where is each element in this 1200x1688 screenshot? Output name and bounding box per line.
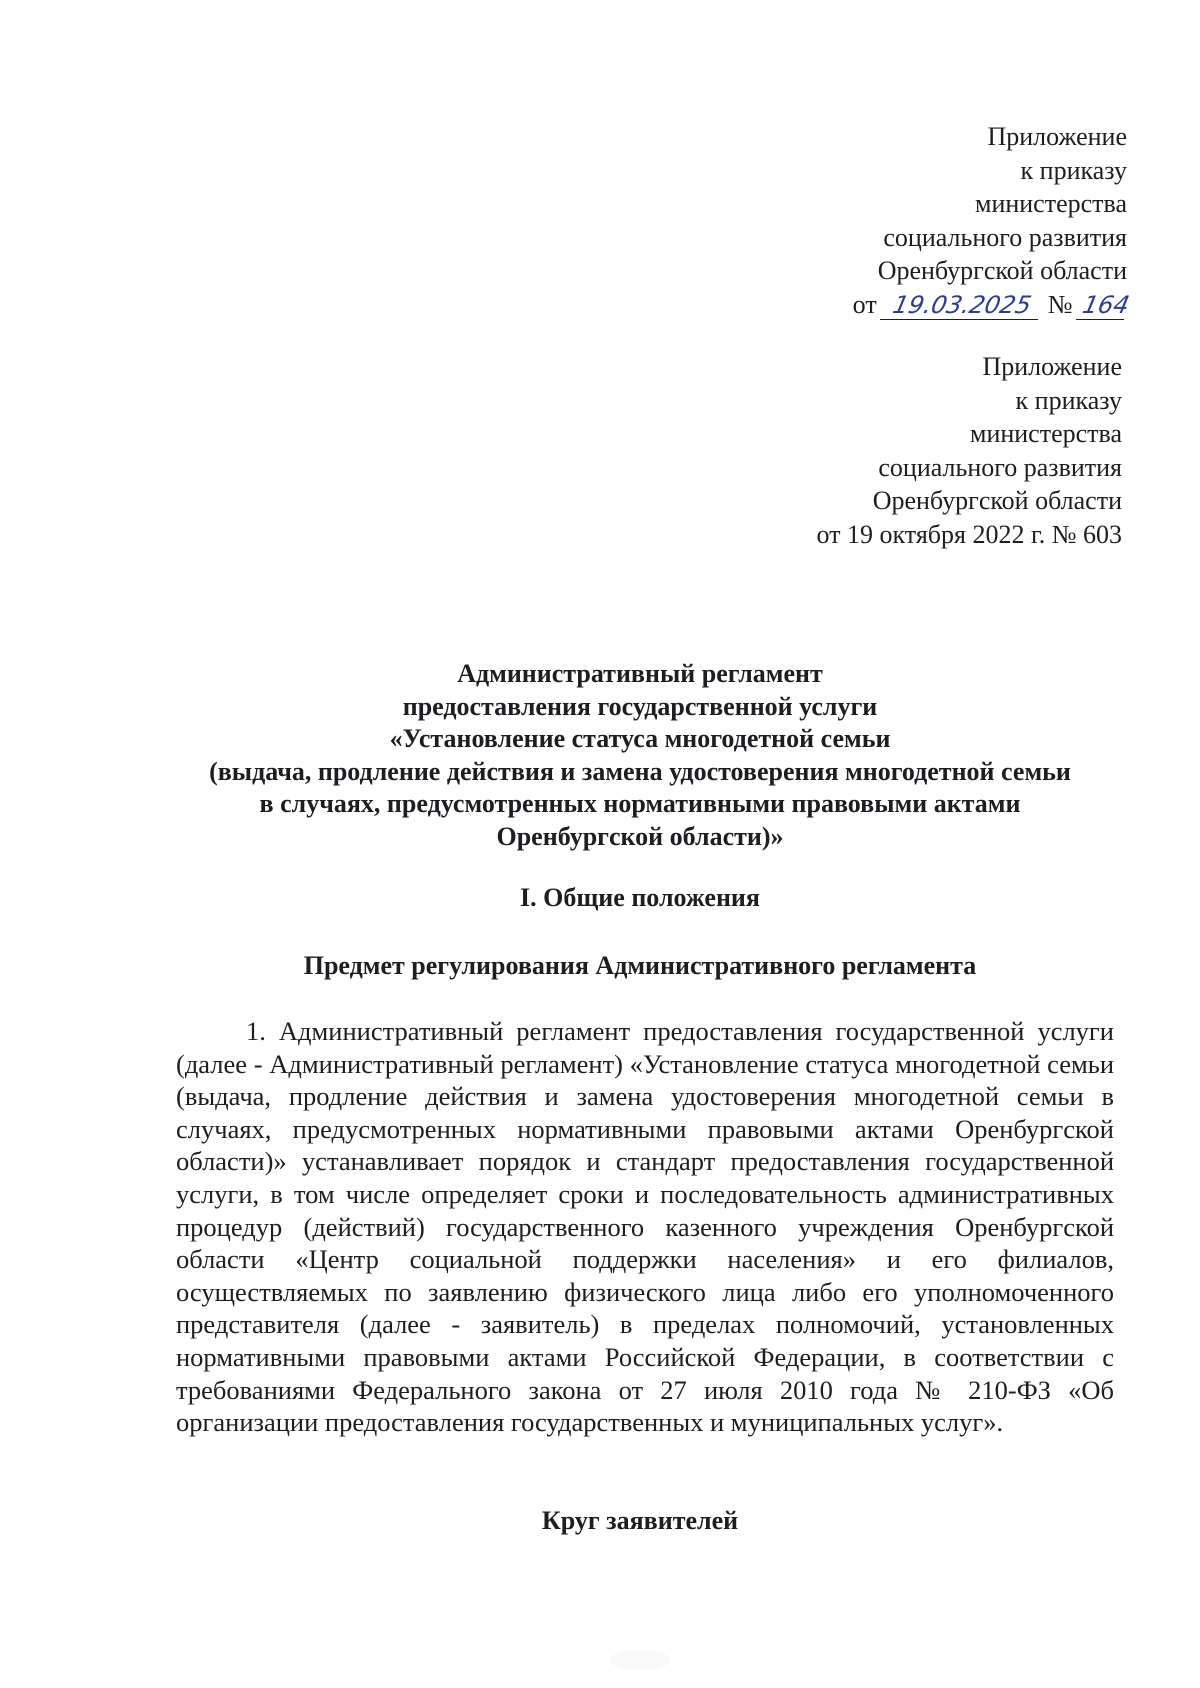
approval-block-previous [816, 350, 1122, 551]
approval-line: Приложение [987, 122, 1127, 151]
title-line: (выдача, продление действия и замена удостоверения многодетной семьи [209, 756, 1071, 786]
approval-line: от 19 октября 2022 г. № 603 [816, 519, 1122, 549]
approval-line: социального развития [883, 222, 1127, 252]
title-line: Оренбургской области)» [496, 821, 784, 851]
approval-line: социального развития [878, 452, 1122, 482]
paragraph-1: 1. Административный регламент предоставления государственной услуги (далее - Административный регламент) «Установление статуса многодетной семьи (выдача, продление действия и замена удостоверения многодетной семьи в случаях, предусмотренных нормативными правовыми актами Оренбургской области)» устанавливает порядок и стандарт предоставления государственной услуги, в том числе определяет сроки и последовательность административных процедур (действий) государственного казенного учреждения Оренбургской области «Центр социальной поддержки населения» и его филиалов, осуществляемых по заявлению физического лица либо его уполномоченного представителя (далее - заявитель) в пределах полномочий, установленных нормативными правовыми актами Российской Федерации, в соответствии с требованиями Федерального закона от 27 июля 2010 года № 210-ФЗ «Об организации предоставления государственных и муниципальных услуг». [176, 1016, 1114, 1438]
title-line: предоставления государственной услуги [402, 691, 878, 721]
title-line: в случаях, предусмотренных нормативными правовыми актами [259, 789, 1021, 818]
approval-line: к приказу [1020, 155, 1127, 185]
section-heading: I. Общие положения [520, 883, 760, 912]
approval-line: Оренбургской области [877, 256, 1127, 285]
number-sign: № [1047, 289, 1073, 319]
subsection-heading-applicants: Круг заявителей [541, 1506, 739, 1535]
approval-line: Приложение [982, 352, 1122, 381]
approval-block-current [852, 120, 1132, 321]
handwritten-date: 19.03.2025 [880, 291, 1044, 320]
faint-stamp-mark [610, 1650, 670, 1670]
handwritten-number: 164 [1076, 291, 1130, 320]
approval-date-line [852, 288, 1132, 322]
title-line: Административный регламент [457, 659, 823, 688]
subsection-heading-subject: Предмет регулирования Административного регламента [303, 951, 977, 980]
document-title [160, 658, 1120, 853]
date-prefix: от [852, 289, 877, 319]
approval-line: Оренбургской области [872, 486, 1122, 515]
approval-line: министерства [974, 189, 1127, 218]
title-line: «Установление статуса многодетной семьи [389, 724, 891, 753]
approval-line: к приказу [1015, 385, 1122, 415]
approval-line: министерства [969, 419, 1122, 448]
